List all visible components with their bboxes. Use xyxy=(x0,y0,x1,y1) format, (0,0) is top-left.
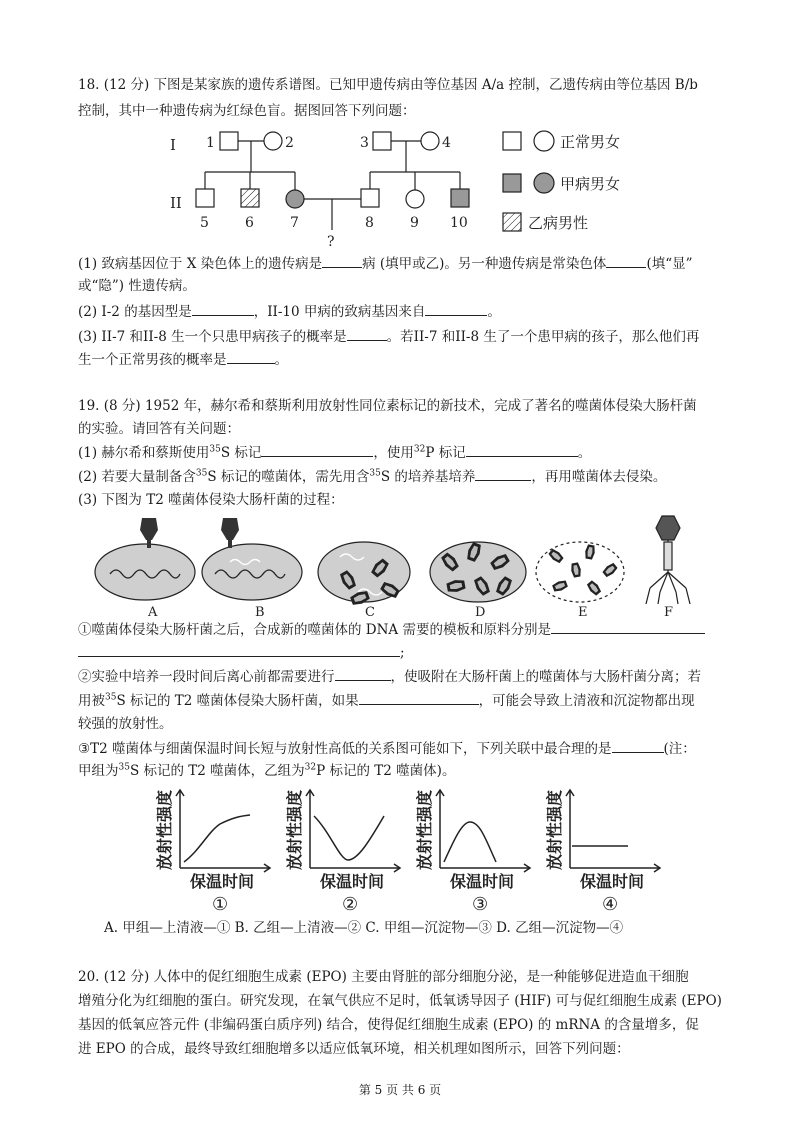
stage-label-A: A xyxy=(148,605,158,620)
pedigree-II-5 xyxy=(196,189,214,207)
q19-c3-line2: 甲组为$^{35}$S 标记的 T2 噬菌体，乙组为$^{32}$P 标记的 T2 噬菌体)。 xyxy=(78,762,456,779)
pedigree-II-9 xyxy=(406,190,424,208)
pedigree-num-9: 9 xyxy=(410,215,419,231)
q20-line3: 基因的低氧应答元件 (非编码蛋白质序列) 结合，使得促红细胞生成素 (EPO) 的 mRNA 的含量增多，促 xyxy=(78,1017,699,1033)
pedigree-I-1 xyxy=(220,132,238,150)
phage-infection-diagram xyxy=(90,512,710,620)
pedigree-num-6: 6 xyxy=(245,215,254,231)
q19-c1-line2: ; xyxy=(78,643,405,662)
answer-blank-18-2[interactable] xyxy=(606,254,646,268)
q19-stem-line1: 19. (8 分) 1952 年，赫尔希和蔡斯利用放射性同位素标记的新技术，完成了著名的噬菌体侵染大肠杆菌 xyxy=(78,398,697,414)
gen-label-I: I xyxy=(170,136,176,154)
pedigree-num-7: 7 xyxy=(290,215,299,231)
legend-normal-male xyxy=(503,132,521,150)
answer-blank-18-5[interactable] xyxy=(347,327,387,341)
answer-blank-18-4[interactable] xyxy=(425,302,487,316)
q18-sub2: (2) I-2 的基因型是 ，II-10 甲病的致病基因来自 。 xyxy=(78,304,501,320)
answer-blank-19-2[interactable] xyxy=(466,443,578,457)
q19-options: A. 甲组—上清液—① B. 乙组—上清液—② C. 甲组—沉淀物—③ D. 乙组—沉淀物—④ xyxy=(104,920,624,936)
stage-label-F: F xyxy=(664,605,674,620)
q18-sub1-line2: 或“隐”) 性遗传病。 xyxy=(78,278,196,294)
legend-label-normal: 正常男女 xyxy=(560,133,621,151)
graph-4-xlabel: 保温时间 xyxy=(580,872,645,891)
q18-sub3-line1: (3) II-7 和II-8 生一个只患甲病孩子的概率是 。若II-7 和II-8 生了一个患甲病的孩子，那么他们再 xyxy=(78,329,700,345)
graph-3 xyxy=(436,790,530,872)
q18-stem-line2: 控制，其中一种遗传病为红绿色盲。据图回答下列问题： xyxy=(78,103,416,119)
pedigree-num-1: 1 xyxy=(206,135,215,151)
q19-c2-line1: ②实验中培养一段时间后离心前都需要进行 ，使吸附在大肠杆菌上的噬菌体与大肠杆菌分离；若 xyxy=(78,669,701,685)
stage-label-C: C xyxy=(365,605,375,620)
graph-1-curve xyxy=(184,815,250,862)
graph-4-number: ④ xyxy=(602,894,619,915)
pedigree-chart xyxy=(160,122,640,262)
page-footer: 第 5 页 共 6 页 xyxy=(358,1083,442,1097)
pedigree-II-8 xyxy=(361,189,379,207)
answer-blank-18-1[interactable] xyxy=(322,254,362,268)
q20-line2: 增殖分化为红细胞的蛋白。研究发现，在氧气供应不足时，低氧诱导因子 (HIF) 可与促红细胞生成素 (EPO) xyxy=(78,993,722,1009)
graph-3-number: ③ xyxy=(472,894,489,915)
q18-sub1-line1: (1) 致病基因位于 X 染色体上的遗传病是 病 (填甲或乙)。另一种遗传病是常染色体 (填“显” xyxy=(78,256,693,272)
answer-blank-18-3[interactable] xyxy=(192,302,254,316)
q18-sub3-line2: 生一个正常男孩的概率是 。 xyxy=(78,352,288,368)
q19-stem-line2: 的实验。请回答有关问题： xyxy=(78,421,240,437)
graph-2-curve xyxy=(314,816,384,860)
pedigree-unknown: ? xyxy=(327,234,335,250)
legend-normal-female xyxy=(534,131,554,151)
pedigree-II-10 xyxy=(451,189,469,207)
legend-label-yi: 乙病男性 xyxy=(528,214,589,232)
pedigree-num-2: 2 xyxy=(285,135,294,151)
stage-label-B: B xyxy=(255,605,265,620)
pedigree-II-7 xyxy=(286,190,304,208)
gen-label-II: II xyxy=(170,194,182,212)
q19-c3-line1: ③T2 噬菌体与细菌保温时间长短与放射性高低的关系图可能如下，下列关联中最合理的是 (注： xyxy=(78,741,696,757)
q19-sub3: (3) 下图为 T2 噬菌体侵染大肠杆菌的过程： xyxy=(78,492,344,508)
q20-line1: 20. (12 分) 人体中的促红细胞生成素 (EPO) 主要由肾脏的部分细胞分泌，是一种能够促进造血干细胞 xyxy=(78,969,689,985)
q19-c2-line2: 用被$^{35}$S 标记的 T2 噬菌体侵染大肠杆菌，如果 ，可能会导致上清液和沉淀物都出现 xyxy=(78,692,695,709)
stage-A xyxy=(95,518,195,600)
stage-B xyxy=(202,518,302,600)
graph-1 xyxy=(176,790,270,872)
pedigree-I-3 xyxy=(373,132,391,150)
graph-2 xyxy=(306,790,400,872)
graph-3-curve xyxy=(444,822,496,862)
stage-label-E: E xyxy=(578,605,588,620)
radioactivity-graphs xyxy=(150,780,690,920)
answer-blank-19-5[interactable] xyxy=(78,643,400,657)
legend-jia-female xyxy=(534,173,554,193)
graph-2-xlabel: 保温时间 xyxy=(320,872,385,891)
legend-yi-male xyxy=(503,213,521,231)
answer-blank-19-6[interactable] xyxy=(335,667,391,681)
pedigree-num-10: 10 xyxy=(450,215,468,231)
q19-c2-line3: 较强的放射性。 xyxy=(78,716,173,732)
stage-C xyxy=(318,542,410,607)
pedigree-II-6 xyxy=(241,189,259,207)
q18-stem-line1: 18. (12 分) 下图是某家族的遗传系谱图。已知甲遗传病由等位基因 A/a 控制，乙遗传病由等位基因 B/b xyxy=(78,77,698,93)
q19-c1-line1: ①噬菌体侵染大肠杆菌之后，合成新的噬菌体的 DNA 需要的模板和原料分别是 xyxy=(78,620,705,639)
stage-label-D: D xyxy=(475,605,486,620)
graph-3-ylabel: 放射性强度 xyxy=(415,789,434,870)
pedigree-I-4 xyxy=(421,132,439,150)
stage-E xyxy=(536,542,624,602)
graph-4-ylabel: 放射性强度 xyxy=(545,789,564,870)
answer-blank-19-7[interactable] xyxy=(359,691,479,705)
legend-label-jia: 甲病男女 xyxy=(560,175,621,193)
answer-blank-19-4[interactable] xyxy=(551,620,705,634)
graph-1-number: ① xyxy=(212,894,229,915)
graph-2-ylabel: 放射性强度 xyxy=(285,789,304,870)
answer-blank-19-1[interactable] xyxy=(261,443,373,457)
graph-3-xlabel: 保温时间 xyxy=(450,872,515,891)
answer-blank-19-3[interactable] xyxy=(475,467,531,481)
q19-sub2: (2) 若要大量制备含$^{35}$S 标记的噬菌体，需先用含$^{35}$S 的培养基培养 ，再用噬菌体去侵染。 xyxy=(78,468,667,485)
pedigree-num-5: 5 xyxy=(200,215,209,231)
pedigree-I-2 xyxy=(264,132,282,150)
pedigree-num-8: 8 xyxy=(365,215,374,231)
legend-jia-male xyxy=(503,174,521,192)
answer-blank-18-6[interactable] xyxy=(227,350,275,364)
answer-blank-19-8[interactable] xyxy=(612,739,664,753)
graph-1-xlabel: 保温时间 xyxy=(190,872,255,891)
pedigree-num-4: 4 xyxy=(442,135,451,151)
graph-1-ylabel: 放射性强度 xyxy=(155,789,174,870)
pedigree-num-3: 3 xyxy=(360,135,369,151)
graph-4 xyxy=(566,790,660,872)
q19-sub1: (1) 赫尔希和蔡斯使用$^{35}$S 标记 ，使用$^{32}$P 标记 。 xyxy=(78,444,592,461)
graph-2-number: ② xyxy=(342,894,359,915)
stage-F-t2-phage xyxy=(646,516,690,604)
q20-line4: 进 EPO 的合成，最终导致红细胞增多以适应低氧环境，相关机理如图所示，回答下列问题： xyxy=(78,1041,630,1057)
stage-D xyxy=(430,541,526,602)
